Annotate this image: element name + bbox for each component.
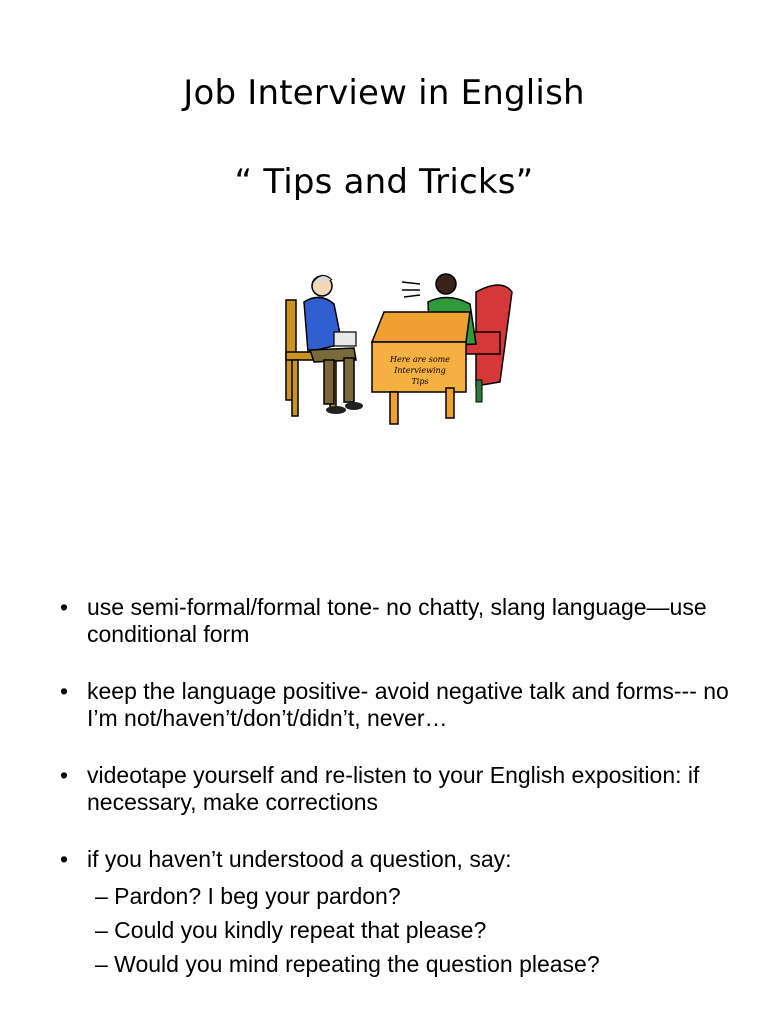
tip-item (60, 594, 740, 648)
desk (372, 312, 470, 424)
desk-sign-line-3: Tips (411, 377, 429, 386)
tip-text: use semi-formal/formal tone- no chatty, slang language—use conditional form (87, 594, 707, 647)
bullet-marker: • (60, 678, 69, 704)
desk-sign-line-1: Here are some (390, 355, 450, 364)
slide-title: Job Interview in English (183, 73, 585, 113)
sub-tip-item: – Could you kindly repeat that please? (95, 917, 487, 943)
bullet-marker: • (60, 762, 69, 788)
bullet-marker: • (60, 846, 69, 872)
tip-text: if you haven’t understood a question, say: (87, 846, 512, 872)
slide-subtitle: “ Tips and Tricks” (234, 162, 534, 202)
job-interview-illustration (280, 262, 520, 432)
tip-item (60, 678, 740, 732)
sub-tip-item: – Pardon? I beg your pardon? (95, 883, 401, 909)
desk-sign-line-2: Interviewing (394, 366, 446, 375)
sub-tip-item: – Would you mind repeating the question please? (95, 951, 600, 977)
speech-lines (402, 282, 420, 297)
tip-item (60, 846, 740, 981)
tips-list (60, 594, 740, 1011)
tip-item (60, 762, 740, 816)
interviewee-figure (304, 275, 363, 414)
bullet-marker: • (60, 594, 69, 620)
tip-text: keep the language positive- avoid negative talk and forms--- no I’m not/haven’t/don’t/didn’t, never… (87, 678, 729, 731)
tip-text: videotape yourself and re-listen to your English exposition: if necessary, make corrections (87, 762, 700, 815)
sub-tips-list (95, 879, 740, 981)
